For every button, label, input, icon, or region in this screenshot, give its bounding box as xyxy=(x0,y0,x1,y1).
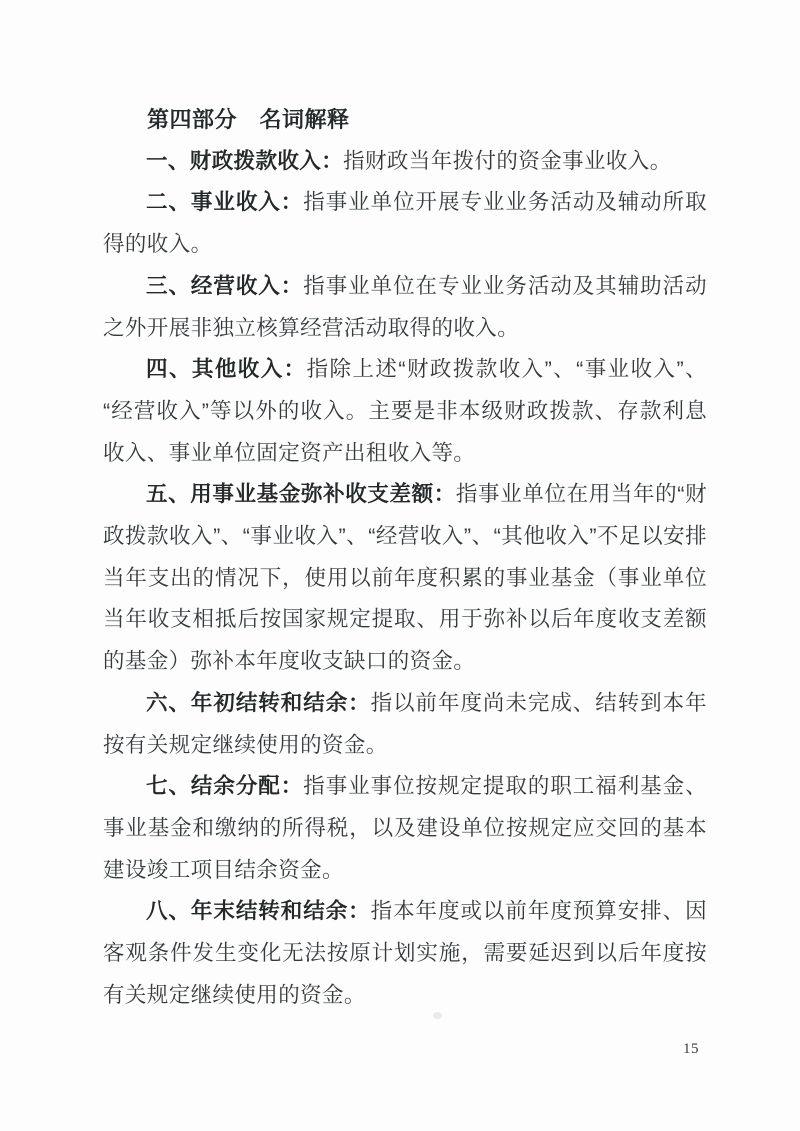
term-label: 七、结余分配： xyxy=(146,774,304,799)
page-content xyxy=(103,99,707,1016)
scan-artifact xyxy=(433,1012,442,1019)
term-paragraph-5 xyxy=(103,474,707,683)
term-paragraph-2 xyxy=(103,182,707,265)
term-paragraph-8 xyxy=(103,891,707,1016)
term-definition: 指本年度或以前年度预算安排、因客观条件发生变化无法按原计划实施，需要延迟到以后年度按有关规定继续使用的资金。 xyxy=(103,899,707,1007)
term-label: 一、财政拨款收入： xyxy=(146,148,344,173)
term-definition: 指除上述“财政拨款收入”、“事业收入”、“经营收入”等以外的收入。主要是非本级财政拨款、存款利息收入、事业单位固定资产出租收入等。 xyxy=(103,357,707,465)
term-definition: 指事业单位在专业业务活动及其辅助活动之外开展非独立核算经营活动取得的收入。 xyxy=(103,273,707,340)
term-label: 六、年初结转和结余： xyxy=(146,690,371,715)
term-paragraph-1 xyxy=(103,141,707,183)
section-heading: 第四部分 名词解释 xyxy=(147,107,350,132)
page-number: 15 xyxy=(683,1041,699,1057)
term-paragraph-3 xyxy=(103,266,707,349)
term-definition: 指事业单位在用当年的“财政拨款收入”、“事业收入”、“经营收入”、“其他收入”不足以安排当年支出的情况下，使用以前年度积累的事业基金（事业单位当年收支相抵后按国家规定提取、用于弥补以后年度收支差额的基金）弥补本年度收支缺口的资金。 xyxy=(103,482,707,674)
term-paragraph-4 xyxy=(103,349,707,474)
term-paragraph-7 xyxy=(103,766,707,891)
term-definition: 指以前年度尚未完成、结转到本年按有关规定继续使用的资金。 xyxy=(103,690,707,757)
term-label: 五、用事业基金弥补收支差额： xyxy=(146,482,456,507)
term-label: 四、其他收入： xyxy=(146,357,307,382)
term-definition: 指财政当年拨付的资金事业收入。 xyxy=(343,148,672,173)
term-definition: 指事业单位开展专业业务活动及辅动所取得的收入。 xyxy=(103,190,707,257)
term-paragraph-6 xyxy=(103,683,707,766)
term-definition: 指事业事位按规定提取的职工福利基金、事业基金和缴纳的所得税，以及建设单位按规定应交回的基本建设竣工项目结余资金。 xyxy=(103,774,707,882)
term-label: 二、事业收入： xyxy=(146,190,304,215)
term-label: 三、经营收入： xyxy=(146,273,304,298)
term-label: 八、年末结转和结余： xyxy=(146,899,371,924)
